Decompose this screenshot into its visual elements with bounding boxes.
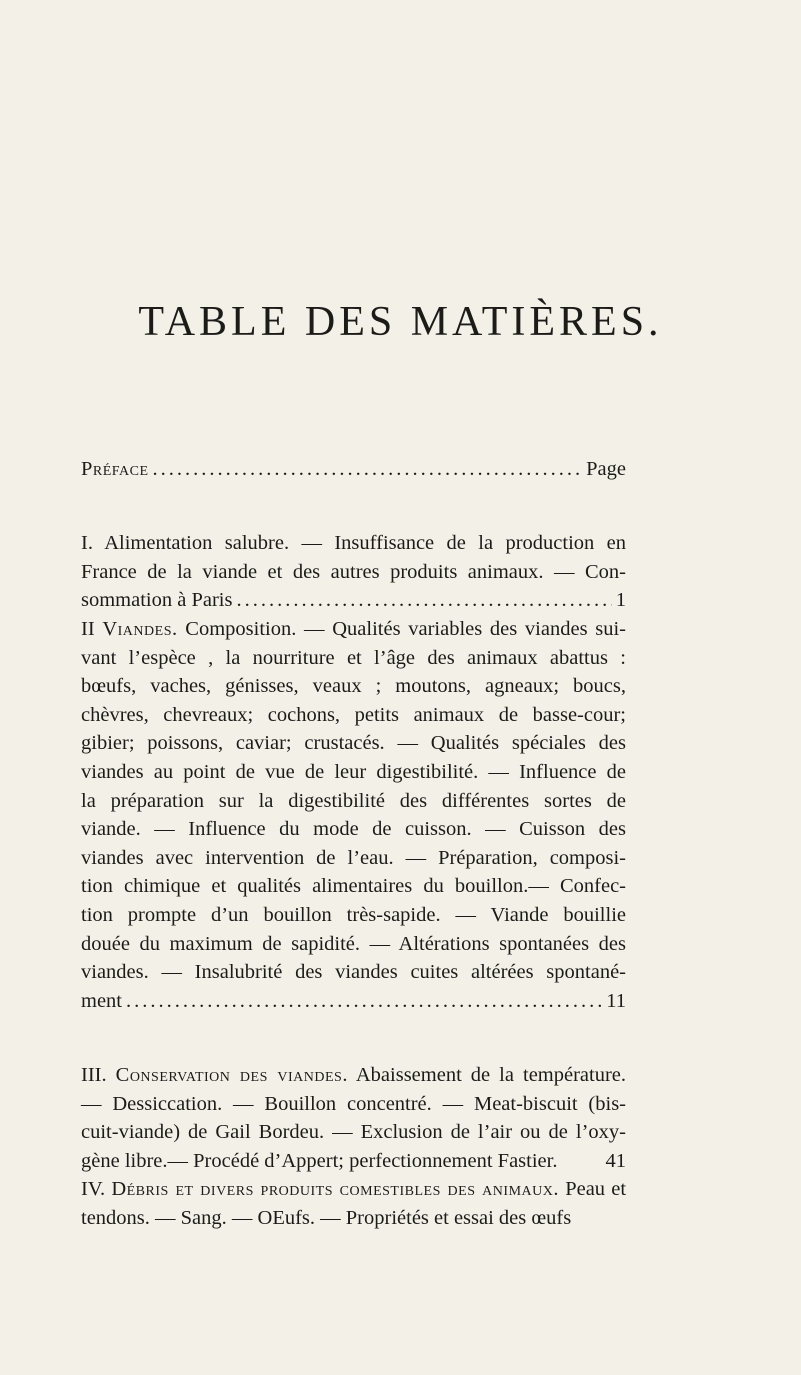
entry-line: la préparation sur la digestibilité des différentes sortes de (81, 789, 626, 812)
entry-line-text: sommation à Paris (81, 589, 233, 612)
entry-heading: Débris et divers produits comestibles des animaux. (111, 1178, 559, 1200)
entry-line-text: Composition. — Qualités variables des viandes sui- (185, 618, 626, 640)
entry-line: viandes. — Insalubrité des viandes cuites altérées spontané- (81, 961, 626, 984)
entry-line (81, 1175, 626, 1204)
entry-line: chèvres, chevreaux; cochons, petits animaux de basse-cour; (81, 703, 626, 726)
page-number: 41 (605, 1149, 626, 1172)
entry-line: I. Alimentation salubre. — Insuffisance de la production en (81, 532, 626, 554)
entry-line: viande. — Influence du mode de cuisson. — Cuisson des (81, 818, 626, 841)
entry-line-text: Abaissement de la température. (355, 1064, 627, 1086)
preface-label: Préface (81, 458, 149, 480)
entry-numeral: II (81, 618, 95, 640)
entry-line: viandes au point de vue de leur digestibilité. — Influence de (81, 760, 626, 783)
entry-numeral: IV. (81, 1178, 106, 1200)
entry-line: bœufs, vaches, génisses, veaux ; moutons, agneaux; boucs, (81, 675, 626, 698)
entry-line (81, 615, 626, 644)
page-number: 1 (615, 589, 626, 612)
entry-line: tion chimique et qualités alimentaires du bouillon.— Confec- (81, 875, 626, 898)
dot-leader (153, 455, 583, 484)
toc-entry-4 (81, 1175, 626, 1232)
entry-line-text: ment (81, 989, 122, 1012)
toc-entry-3 (81, 1061, 626, 1175)
entry-line: vant l’espèce , la nourriture et l’âge des animaux abattus : (81, 646, 626, 669)
entry-line: tion prompte d’un bouillon très-sapide. — Viande bouillie (81, 903, 626, 926)
entry-heading: Viandes. (102, 618, 178, 640)
entry-line-last (81, 1147, 626, 1176)
entry-line: cuit-viande) de Gail Bordeu. — Exclusion de l’air ou de l’oxy- (81, 1121, 626, 1144)
entry-line: tendons. — Sang. — OEufs. — Propriétés et essai des œufs (81, 1206, 572, 1229)
entry-line: douée du maximum de sapidité. — Altérations spontanées des (81, 932, 626, 955)
dot-leader (236, 586, 611, 615)
entry-line-last (81, 586, 626, 615)
entry-line (81, 1061, 626, 1090)
page-title: TABLE DES MATIÈRES. (138, 299, 663, 345)
entry-line-text: gène libre.— Procédé d’Appert; perfectionnement Fastier. (81, 1149, 558, 1172)
entry-heading: Conservation des viandes. (115, 1064, 348, 1086)
toc-entry-1 (81, 529, 626, 615)
entry-line: gibier; poissons, caviar; crustacés. — Qualités spéciales des (81, 732, 626, 755)
toc-preface (81, 455, 626, 484)
entry-line: — Dessiccation. — Bouillon concentré. — Meat-biscuit (bis- (81, 1092, 626, 1115)
entry-line-text: Peau et (565, 1178, 627, 1200)
entry-numeral: III. (81, 1064, 107, 1086)
page-header-label: Page (586, 458, 626, 480)
page-number: 11 (606, 989, 626, 1012)
toc-entry-2 (81, 615, 626, 1015)
dot-leader (126, 987, 602, 1016)
entry-line-last (81, 987, 626, 1016)
entry-line: France de la viande et des autres produits animaux. — Con- (81, 560, 626, 583)
entry-line: viandes avec intervention de l’eau. — Préparation, composi- (81, 846, 626, 869)
